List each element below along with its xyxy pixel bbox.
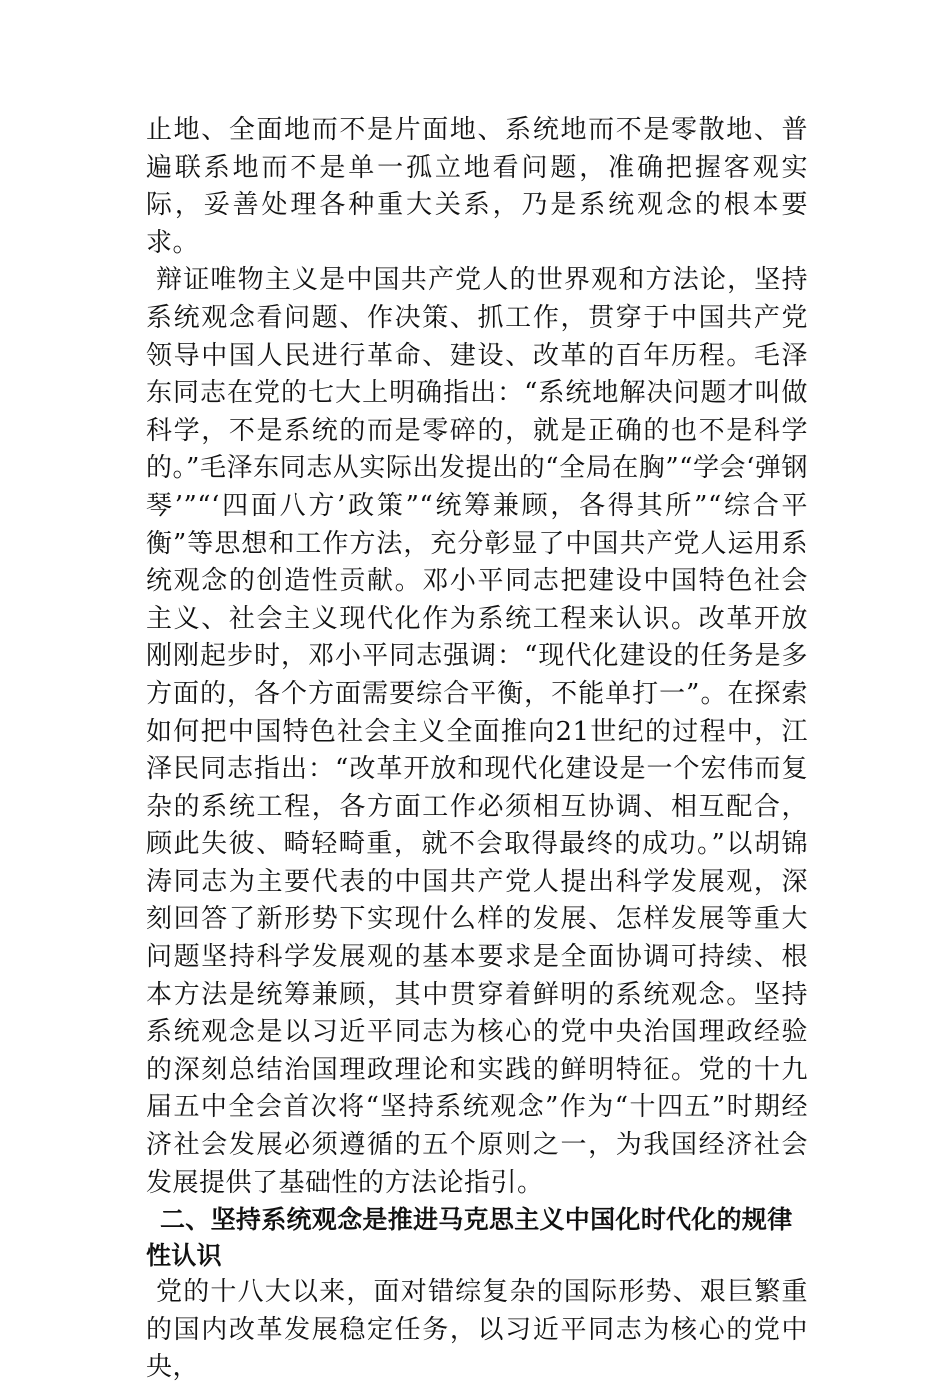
paragraph-new-era: 党的十八大以来，面对错综复杂的国际形势、艰巨繁重的国内改革发展稳定任务，以习近平同志为核心的党中央， [146, 1277, 808, 1383]
section-heading: 二、坚持系统观念是推进马克思主义中国化时代化的规律性认识 [146, 1205, 793, 1271]
paragraph-continuation: 止地、全面地而不是片面地、系统地而不是零散地、普遍联系地而不是单一孤立地看问题，准确把握客观实际，妥善处理各种重大关系，乃是系统观念的根本要求。 [146, 115, 808, 258]
document-page [146, 112, 808, 1387]
paragraph-history: 辩证唯物主义是中国共产党人的世界观和方法论，坚持系统观念看问题、作决策、抓工作，贯穿于中国共产党领导中国人民进行革命、建设、改革的百年历程。毛泽东同志在党的七大上明确指出：“系统地解决问题才叫做科学，不是系统的而是零碎的，就是正确的也不是科学的。”毛泽东同志从实际出发提出的“全局在胸”“学会‘弹钢琴’”“‘四面八方’政策”“统筹兼顾，各得其所”“综合平衡”等思想和工作方法，充分彰显了中国共产党人运用系统观念的创造性贡献。邓小平同志把建设中国特色社会主义、社会主义现代化作为系统工程来认识。改革开放刚刚起步时，邓小平同志强调：“现代化建设的任务是多方面的，各个方面需要综合平衡，不能单打一”。在探索如何把中国特色社会主义全面推向21世纪的过程中，江泽民同志指出：“改革开放和现代化建设是一个宏伟而复杂的系统工程，各方面工作必须相互协调、相互配合，顾此失彼、畸轻畸重，就不会取得最终的成功。”以胡锦涛同志为主要代表的中国共产党人提出科学发展观，深刻回答了新形势下实现什么样的发展、怎样发展等重大问题坚持科学发展观的基本要求是全面协调可持续、根本方法是统筹兼顾，其中贯穿着鲜明的系统观念。坚持系统观念是以习近平同志为核心的党中央治国理政经验的深刻总结治国理政理论和实践的鲜明特征。党的十九届五中全会首次将“坚持系统观念”作为“十四五”时期经济社会发展必须遵循的五个原则之一，为我国经济社会发展提供了基础性的方法论指引。 [146, 265, 808, 1198]
